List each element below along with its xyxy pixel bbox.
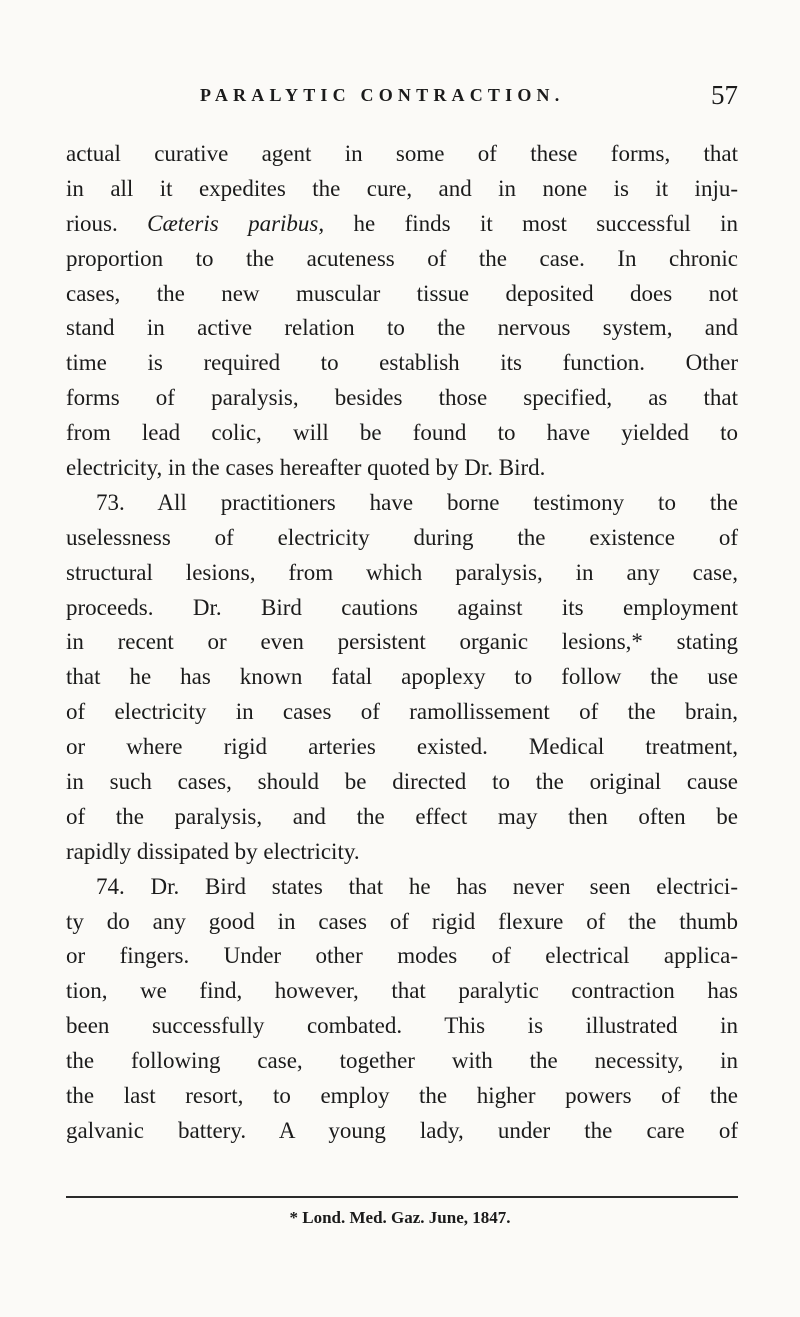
text-line: rapidly dissipated by electricity.	[66, 838, 360, 864]
paragraph-start-74: 74. Dr. Bird states that he has never seen electrici-	[96, 873, 738, 899]
text-line: structural lesions, from which paralysis, in any case,	[66, 559, 738, 585]
text-line: forms of paralysis, besides those specified, as that	[66, 385, 738, 411]
text-line: of electricity in cases of ramollissement of the brain,	[66, 699, 738, 725]
text-line: the following case, together with the necessity, in	[66, 1048, 738, 1074]
text-line: stand in active relation to the nervous system, and	[66, 315, 738, 341]
text-line: of the paralysis, and the effect may then often be	[66, 803, 738, 829]
footnote: * Lond. Med. Gaz. June, 1847.	[289, 1208, 511, 1227]
text-line: that he has known fatal apoplexy to follow the use	[66, 664, 738, 690]
text-run: rious.	[66, 210, 148, 236]
text-line: in all it expedites the cure, and in none is it inju-	[66, 175, 738, 201]
text-line: electricity, in the cases hereafter quoted by Dr. Bird.	[66, 455, 546, 481]
text-line: proportion to the acuteness of the case. In chronic	[66, 245, 738, 271]
text-line: actual curative agent in some of these forms, that	[66, 141, 738, 166]
page-number: 57	[711, 80, 738, 110]
paragraph-start-73: 73. All practitioners have borne testimony to the	[96, 489, 738, 515]
text-line: been successfully combated. This is illustrated in	[66, 1013, 738, 1039]
text-run: he finds it most successful in	[324, 210, 738, 236]
text-line: or fingers. Under other modes of electrical applica-	[66, 943, 738, 969]
text-line	[66, 207, 738, 242]
text-line: time is required to establish its function. Other	[66, 350, 738, 376]
text-line: uselessness of electricity during the existence of	[66, 524, 738, 550]
text-line: in such cases, should be directed to the original cause	[66, 769, 738, 795]
footnote-rule	[66, 1196, 738, 1198]
running-title: PARALYTIC CONTRACTION.	[200, 85, 565, 105]
italic-phrase: Cæteris paribus,	[147, 210, 325, 236]
text-line: from lead colic, will be found to have yielded to	[66, 420, 738, 446]
text-line: proceeds. Dr. Bird cautions against its employment	[66, 594, 738, 620]
text-line: galvanic battery. A young lady, under the care of	[66, 1117, 738, 1143]
text-line: tion, we find, however, that paralytic contraction has	[66, 978, 738, 1004]
text-line: in recent or even persistent organic lesions,* stating	[66, 629, 738, 655]
body-text	[66, 137, 738, 1149]
text-line: or where rigid arteries existed. Medical treatment,	[66, 734, 738, 760]
text-line: ty do any good in cases of rigid flexure of the thumb	[66, 908, 738, 934]
text-line: cases, the new muscular tissue deposited does not	[66, 280, 738, 306]
text-line: the last resort, to employ the higher powers of the	[66, 1083, 738, 1109]
running-head	[66, 80, 738, 112]
